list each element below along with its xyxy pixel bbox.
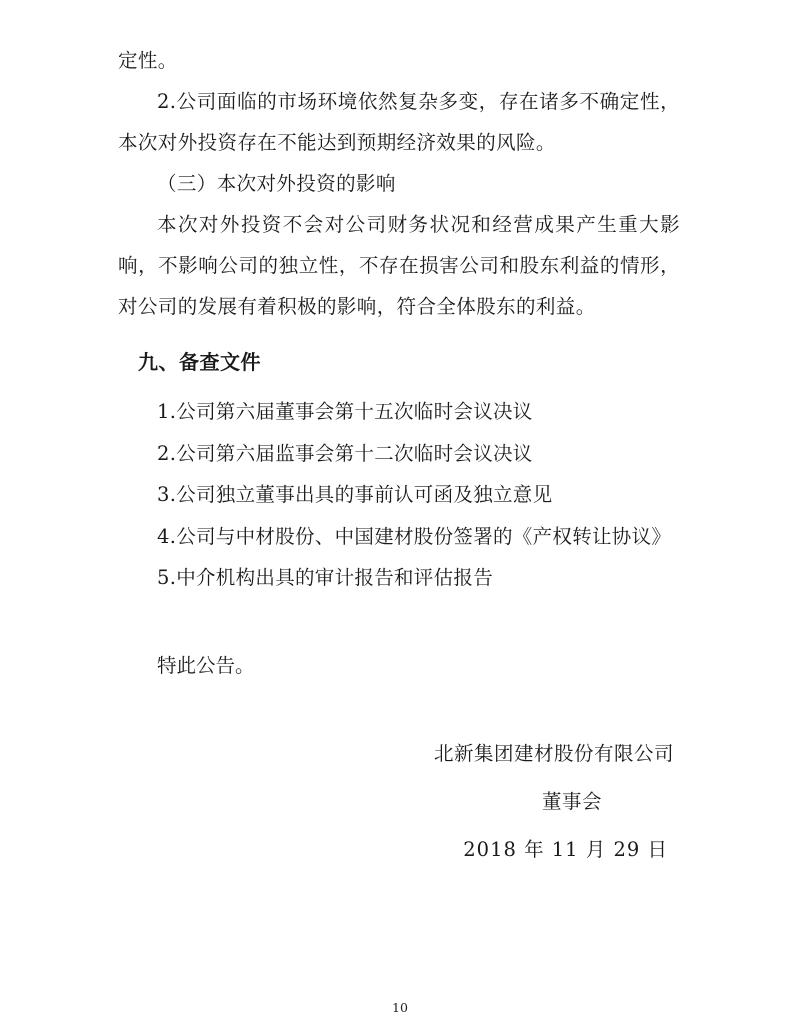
spacer xyxy=(118,599,680,645)
list-item: 5.中介机构出具的审计报告和评估报告 xyxy=(157,566,494,589)
signature-company-name: 北新集团建材股份有限公司 xyxy=(433,741,674,765)
signature-date: 2018 年 11 月 29 日 xyxy=(463,837,668,861)
section-heading-reference-documents: 九、备查文件 xyxy=(138,350,261,374)
spacer xyxy=(118,327,680,334)
signature-board: 董事会 xyxy=(541,789,602,813)
paragraph-continued-line: 定性。 xyxy=(118,49,178,72)
page-number: 10 xyxy=(392,1000,408,1015)
signature-block xyxy=(118,730,680,874)
list-item: 4.公司与中材股份、中国建材股份签署的《产权转让协议》 xyxy=(157,524,672,548)
list-item: 2.公司第六届监事会第十二次临时会议决议 xyxy=(157,441,533,465)
spacer xyxy=(118,384,680,391)
list-item: 3.公司独立董事出具的事前认可函及独立意见 xyxy=(157,483,553,506)
closing-notice: 特此公告。 xyxy=(157,653,255,677)
list-item: 1.公司第六届董事会第十五次临时会议决议 xyxy=(157,400,533,423)
paragraph-section-three-title: （三）本次对外投资的影响 xyxy=(157,172,396,195)
paragraph-risk-item-2: 2.公司面临的市场环境依然复杂多变，存在诸多不确定性，本次对外投资存在不能达到预期经济效果的风险。 xyxy=(118,90,680,154)
paragraph-impact: 本次对外投资不会对公司财务状况和经营成果产生重大影响，不影响公司的独立性，不存在损害公司和股东利益的情形，对公司的发展有着积极的影响，符合全体股东的利益。 xyxy=(118,213,680,318)
